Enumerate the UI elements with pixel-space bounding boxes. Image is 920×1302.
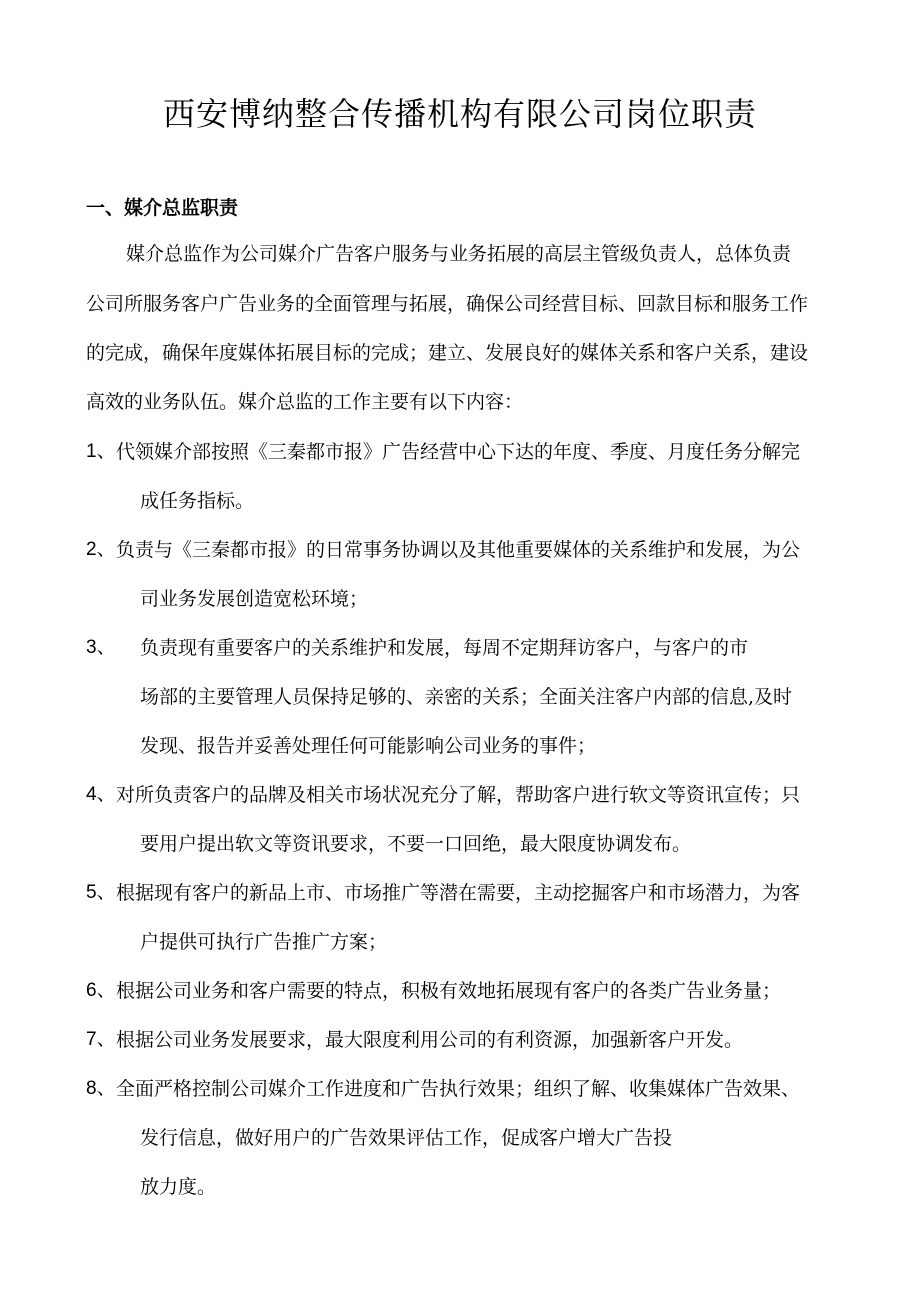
list-item-line: 根据公司业务和客户需要的特点，积极有效地拓展现有客户的各类广告业务量； [116,980,782,1002]
list-item-line: 司业务发展创造宽松环境； [140,588,369,610]
list-item-line: 成任务指标。 [140,490,255,512]
list-item-line: 根据现有客户的新品上市、市场推广等潜在需要，主动挖掘客户和市场潜力，为客 [116,882,801,904]
list-item-line: 户提供可执行广告推广方案； [140,931,388,953]
list-item-number: 4、 [86,784,116,805]
list-item-line: 发现、报告并妥善处理任何可能影响公司业务的事件； [140,735,597,757]
list-item-number: 6、 [86,980,116,1001]
list-item-number: 2、 [86,539,116,560]
list-item-number: 7、 [86,1029,116,1050]
list-item-line: 全面严格控制公司媒介工作进度和广告执行效果；组织了解、收集媒体广告效果、 [116,1078,801,1100]
list-item-number: 8、 [86,1078,116,1099]
list-item-line: 负责现有重要客户的关系维护和发展，每周不定期拜访客户，与客户的市 [140,637,749,659]
list-item-line: 要用户提出软文等资讯要求，不要一口回绝，最大限度协调发布。 [140,833,692,855]
list-item-number: 5、 [86,882,116,903]
list-item-number: 3、 [86,637,116,658]
section-heading: 一、媒介总监职责 [86,197,239,219]
intro-line: 的完成，确保年度媒体拓展目标的完成；建立、发展良好的媒体关系和客户关系，建设 [86,342,809,364]
list-item-line: 负责与《三秦都市报》的日常事务协调以及其他重要媒体的关系维护和发展，为公 [116,539,801,561]
intro-line: 媒介总监作为公司媒介广告客户服务与业务拓展的高层主管级负责人，总体负责 [126,243,792,265]
list-item-line: 场部的主要管理人员保持足够的、亲密的关系；全面关注客户内部的信息,及时 [140,686,793,708]
list-item-line: 放力度。 [140,1176,217,1198]
list-item-line: 对所负责客户的品牌及相关市场状况充分了解，帮助客户进行软文等资讯宣传；只 [116,784,801,806]
list-item-line: 根据公司业务发展要求，最大限度利用公司的有利资源，加强新客户开发。 [116,1029,744,1051]
intro-line: 高效的业务队伍。媒介总监的工作主要有以下内容： [86,391,524,413]
intro-line: 公司所服务客户广告业务的全面管理与拓展，确保公司经营目标、回款目标和服务工作 [86,293,809,315]
list-item-line: 代领媒介部按照《三秦都市报》广告经营中心下达的年度、季度、月度任务分解完 [116,441,801,463]
list-item-number: 1、 [86,441,116,462]
list-item-line: 发行信息，做好用户的广告效果评估工作，促成客户增大广告投 [140,1127,673,1149]
document-title: 西安博纳整合传播机构有限公司岗位职责 [162,95,757,133]
